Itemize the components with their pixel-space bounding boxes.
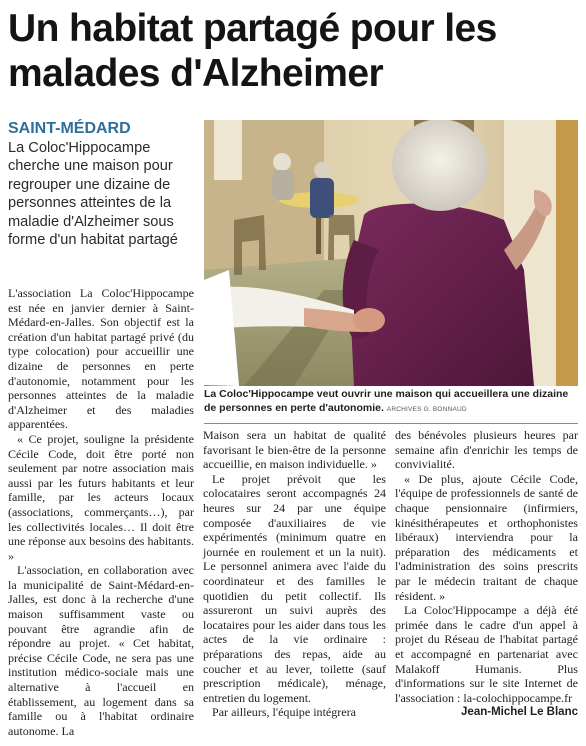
- paragraph: Le projet prévoit que les colocataires seront accompagnés 24 heures sur 24 par une équipe composée d'auxiliaires de vie expérimentés (minimum quatre en journée en roulement et un la nuit). Le personnel animera avec l'aide du coordinateur et des familles le quotidien du petit collectif. Ils assureront un suivi auprès des locataires pour les aider dans tous les actes de la vie ordinaire : préparations des repas, aide au coucher et au lever, toilette (sauf prescription médicale), ménage, entretien du logement.: [203, 471, 386, 705]
- paragraph: La Coloc'Hippocampe a déjà été primée dans le cadre d'un appel à projet du Réseau de l'habitat partagé et accompagné en partenariat avec Malakoff Humanis. Plus d'informations sur le site Internet de l'association : la-colochippocampe.fr: [395, 603, 578, 705]
- article-photo: [204, 120, 578, 386]
- caption-divider: [204, 423, 578, 424]
- paragraph: « De plus, ajoute Cécile Code, l'équipe de professionnels de santé de chaque pensionnaire (infirmiers, kinésithérapeutes et orthophonistes libéraux) interviendra pour la préparation des médicaments et l'administration des soins prescrits par le médecin traitant de chaque résident. »: [395, 471, 578, 603]
- photo-credit: ARCHIVES G. BONNAUD: [386, 405, 467, 413]
- paragraph: Par ailleurs, l'équipe intégrera: [212, 705, 356, 720]
- paragraph: « Ce projet, souligne la présidente Cécile Code, doit être porté non seulement par notre association mais aussi par les futurs habitants et leur famille, par les acteurs locaux (associations, commerçants…), par les collectivités locales… Il doit être une réponse aux besoins des habitants. »: [8, 431, 195, 563]
- lead-block: [8, 120, 198, 250]
- paragraph: L'association La Coloc'Hippocampe est née en janvier dernier à Saint-Médard-en-Jalles. Son objectif est la création d'un habitat partagé privé (du type colocation) pour accueillir une dizaine de personnes en perte d'autonomie, notamment pour les personnes atteintes de la maladie d'Alzheimer et des maladies apparentées.: [8, 286, 194, 432]
- photo-illustration: [204, 120, 578, 386]
- lead-text: La Coloc'Hippocampe cherche une maison pour regrouper une dizaine de personnes atteintes de la maladie d'Alzheimer sous forme d'un habitat partagé: [8, 139, 178, 248]
- body-column-3: [395, 428, 578, 720]
- body-column-1: [8, 286, 194, 738]
- body-column-2: [203, 428, 386, 720]
- headline: Un habitat partagé pour les malades d'Alzheimer: [8, 7, 497, 95]
- location-kicker: SAINT-MÉDARD: [8, 120, 131, 137]
- paragraph: des bénévoles plusieurs heures par semaine afin d'enrichir les temps de convivialité.: [395, 428, 578, 472]
- author-signature: Jean-Michel Le Blanc: [461, 706, 578, 719]
- paragraph: L'association, en collaboration avec la municipalité de Saint-Médard-en-Jalles, est donc à la recherche d'une maison suffisamment vaste ou pouvant être agrandie afin de répondre au projet. « Cet habitat, précise Cécile Code, ne sera pas une institution médico-sociale mais une alternative à l'accueil en établissement, au logement dans sa famille ou à l'habitat ordinaire autonome. La: [8, 563, 194, 738]
- paragraph: Maison sera un habitat de qualité favorisant le bien-être de la personne accueillie, en maison individuelle. »: [203, 428, 386, 472]
- caption-text: La Coloc'Hippocampe veut ouvrir une maison qui accueillera une dizaine de personnes en perte d'autonomie.: [204, 388, 569, 414]
- photo-caption: [204, 388, 578, 416]
